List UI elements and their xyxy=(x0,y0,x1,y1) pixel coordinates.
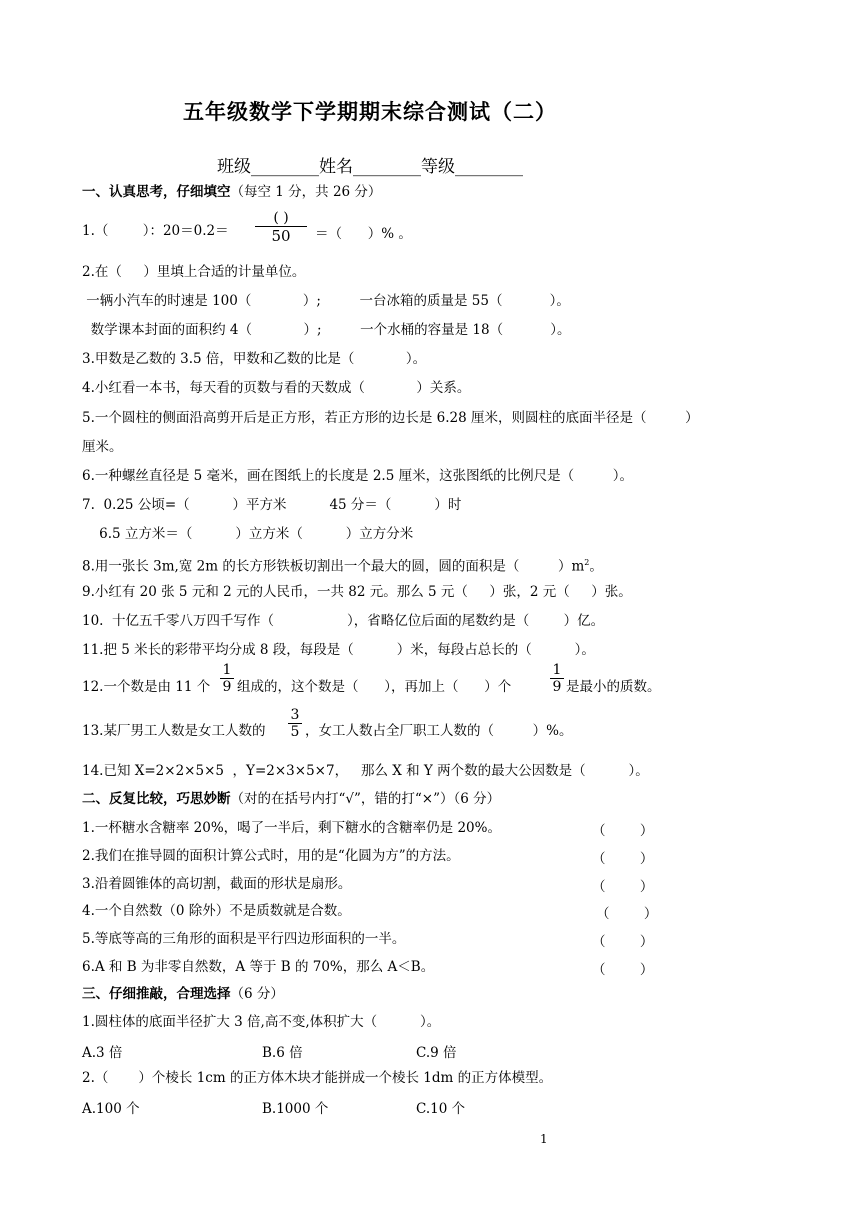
mc2-option-c: C.10 个 xyxy=(416,1101,466,1117)
section-3-note: （6 分） xyxy=(230,986,284,1002)
q1-fraction xyxy=(255,210,307,245)
page-number: 1 xyxy=(540,1132,548,1146)
q12-fraction-2-denominator: 9 xyxy=(552,679,562,695)
q8-text: 8.用一张长 3m,宽 2m 的长方形铁板切割出一个最大的圆，圆的面积是（ ）m xyxy=(82,558,585,575)
tf-answer-bracket: （ ） xyxy=(592,851,654,867)
tf-answer-bracket: （ ） xyxy=(592,823,654,839)
question-3: 3.甲数是乙数的 3.5 倍，甲数和乙数的比是（ ）。 xyxy=(82,351,427,367)
tf-question: 4.一个自然数（0 除外）不是质数就是合数。 xyxy=(82,903,351,919)
q12-fraction-1-numerator: 1 xyxy=(222,662,232,678)
tf-question: 5.等底等高的三角形的面积是平行四边形面积的一半。 xyxy=(82,931,406,947)
q12-part-b: 组成的，这个数是（ ），再加上（ ）个 xyxy=(237,679,512,695)
q8-tail: 。 xyxy=(589,558,603,575)
question-9: 9.小红有 20 张 5 元和 2 元的人民币，一共 82 元。那么 5 元（ ）张，2 元（ ）张。 xyxy=(82,584,632,600)
q13-fraction-numerator: 3 xyxy=(290,707,300,723)
tf-answer-bracket: （ ） xyxy=(592,962,654,978)
q12-part-c: 是最小的质数。 xyxy=(566,679,661,695)
q12-fraction-1-denominator: 9 xyxy=(222,679,232,695)
q1-fraction-denominator: 50 xyxy=(271,227,291,245)
q12-fraction-1 xyxy=(220,662,234,695)
q13-fraction-denominator: 5 xyxy=(290,724,300,740)
tf-answer-bracket: （ ） xyxy=(592,879,654,895)
mc2-option-b: B.1000 个 xyxy=(262,1101,329,1117)
question-6: 6.一种螺丝直径是 5 毫米，画在图纸上的长度是 2.5 厘米，这张图纸的比例尺是（ ）。 xyxy=(82,468,633,484)
mc1-option-c: C.9 倍 xyxy=(416,1045,457,1061)
tf-question: 1.一杯糖水含糖率 20%，喝了一半后，剩下糖水的含糖率仍是 20%。 xyxy=(82,820,501,836)
q12-fraction-2 xyxy=(550,662,564,695)
section-3-header xyxy=(82,985,284,1003)
q1-right: ＝（ ）% 。 xyxy=(315,226,412,242)
section-1-heading: 一、认真思考，仔细填空 xyxy=(82,184,231,200)
mc1-option-b: B.6 倍 xyxy=(262,1045,303,1061)
mc-question-2: 2.（ ）个棱长 1cm 的正方体木块才能拼成一个棱长 1dm 的正方体模型。 xyxy=(82,1070,553,1086)
page-title: 五年级数学下学期期末综合测试（二） xyxy=(183,99,557,124)
section-1-note: （每空 1 分，共 26 分） xyxy=(230,184,382,200)
question-10: 10. 十亿五千零八万四千写作（ ），省略亿位后面的尾数约是（ ）亿。 xyxy=(82,613,605,629)
tf-question: 3.沿着圆锥体的高切割，截面的形状是扇形。 xyxy=(82,876,352,892)
section-2-heading: 二、反复比较，巧思妙断 xyxy=(82,791,231,807)
question-4: 4.小红看一本书，每天看的页数与看的天数成（ ）关系。 xyxy=(82,380,471,396)
q8-superscript: 2 xyxy=(584,558,590,567)
q13-fraction xyxy=(288,707,302,740)
question-7-line-b: 6.5 立方米＝（ ）立方米（ ）立方分米 xyxy=(82,526,414,542)
student-info-line: 班级________姓名________等级________ xyxy=(217,157,523,177)
q12-part-a: 12.一个数是由 11 个 xyxy=(82,679,211,695)
question-2: 2.在（ ）里填上合适的计量单位。 xyxy=(82,264,306,280)
q1-fraction-numerator: ( ) xyxy=(273,210,289,226)
question-2-line-a: 一辆小汽车的时速是 100（ ）; 一台冰箱的质量是 55（ ）。 xyxy=(82,293,570,309)
question-5-line-b: 厘米。 xyxy=(82,439,123,455)
question-7-line-a: 7. 0.25 公顷=（ ）平方米 45 分＝（ ）时 xyxy=(82,497,462,513)
tf-question: 6.A 和 B 为非零自然数，A 等于 B 的 70%，那么 A＜B。 xyxy=(82,959,435,975)
question-8 xyxy=(82,554,603,576)
tf-answer-bracket: （ ） xyxy=(596,906,658,922)
section-2-note: （对的在括号内打“√”，错的打“×”）（6 分） xyxy=(230,791,501,807)
section-1-header xyxy=(82,183,381,201)
question-1 xyxy=(82,222,229,240)
mc1-option-a: A.3 倍 xyxy=(82,1045,123,1061)
tf-answer-bracket: （ ） xyxy=(592,934,654,950)
section-2-header xyxy=(82,790,500,808)
mc2-option-a: A.100 个 xyxy=(82,1101,140,1117)
q1-left: 1.（ ）：20＝0.2＝ xyxy=(82,223,229,239)
q13-part-a: 13.某厂男工人数是女工人数的 xyxy=(82,723,266,739)
q12-fraction-2-numerator: 1 xyxy=(552,662,562,678)
question-11: 11.把 5 米长的彩带平均分成 8 段，每段是（ ）米，每段占总长的（ ）。 xyxy=(82,642,595,658)
question-14: 14.已知 X=2×2×5×5 ，Y=2×3×5×7， 那么 X 和 Y 两个数的最大公因数是（ ）。 xyxy=(82,763,649,779)
mc-question-1: 1.圆柱体的底面半径扩大 3 倍,高不变,体积扩大（ ）。 xyxy=(82,1014,441,1030)
tf-question: 2.我们在推导圆的面积计算公式时，用的是“化圆为方”的方法。 xyxy=(82,848,460,864)
section-3-heading: 三、仔细推敲，合理选择 xyxy=(82,986,231,1002)
question-2-line-b: 数学课本封面的面积约 4（ ）; 一个水桶的容量是 18（ ）。 xyxy=(82,322,571,338)
question-5-line-a: 5.一个圆柱的侧面沿高剪开后是正方形，若正方形的边长是 6.28 厘米，则圆柱的底面半径是（ ） xyxy=(82,410,699,426)
q13-part-b: ，女工人数占全厂职工人数的（ ）%。 xyxy=(305,723,573,739)
